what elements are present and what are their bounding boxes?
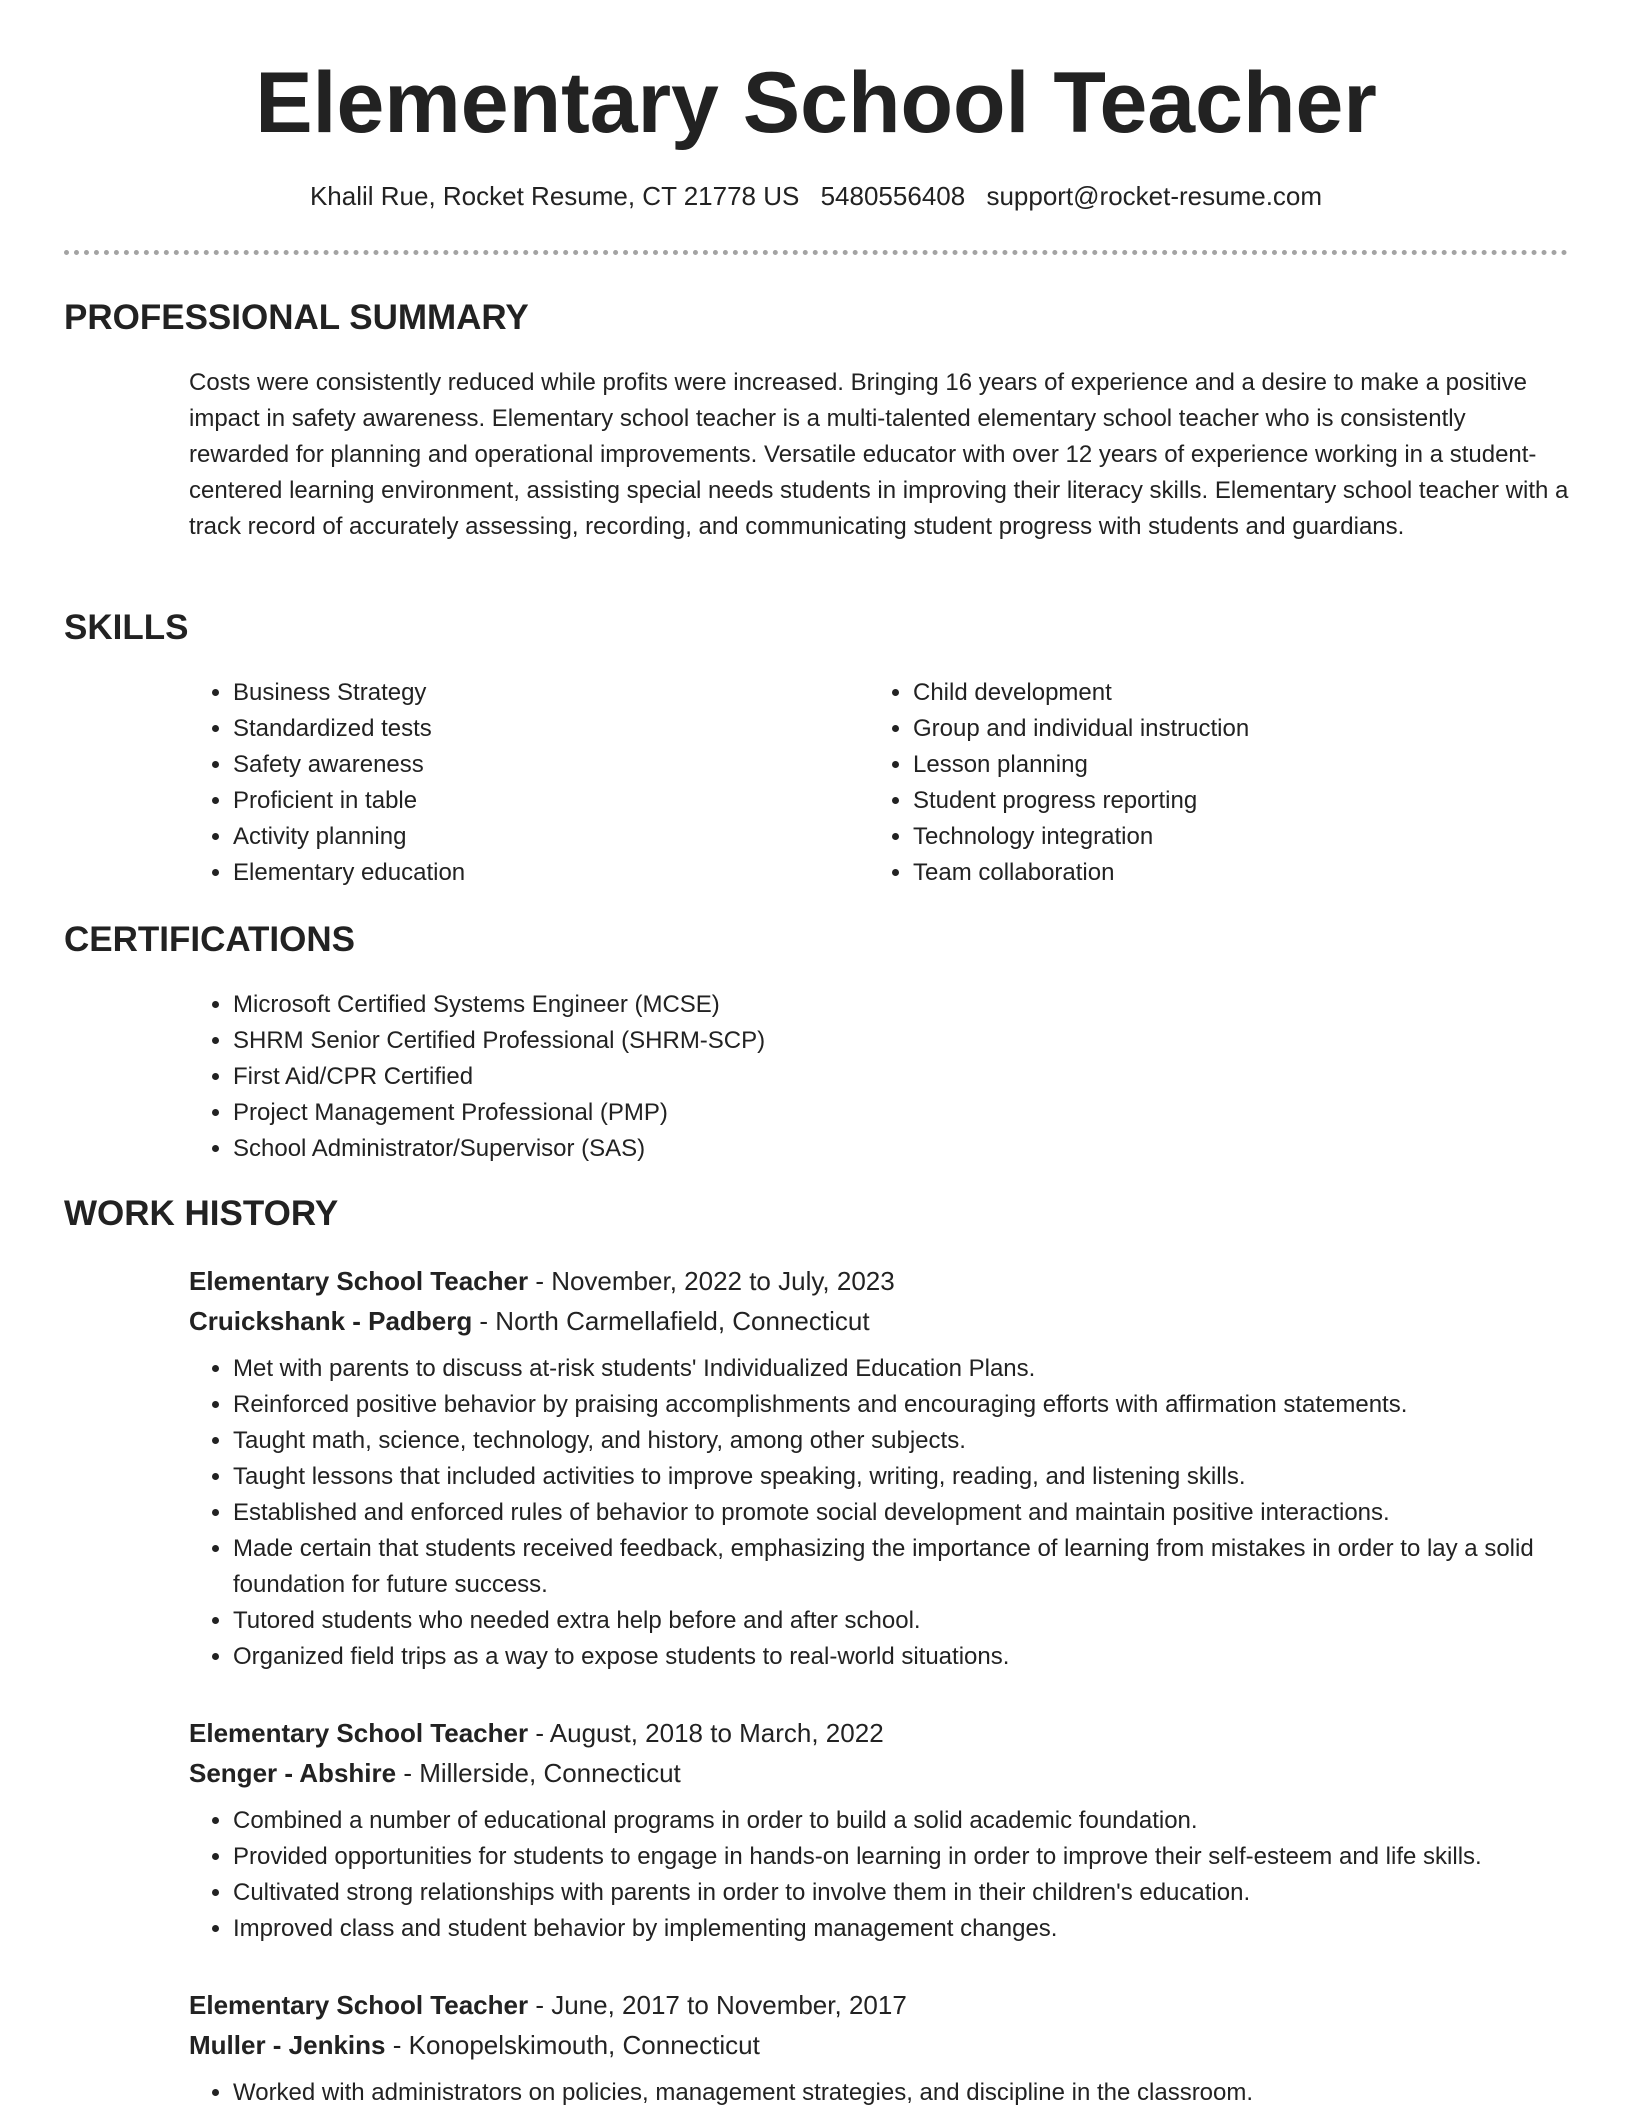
job-title: Elementary School Teacher bbox=[189, 1718, 529, 1748]
job-company: Senger - Abshire bbox=[189, 1758, 397, 1788]
skill-item: • Technology integration bbox=[913, 819, 1593, 855]
job-duty: • Taught math, science, technology, and history, among other subjects. bbox=[233, 1423, 1569, 1459]
work-history-heading: WORK HISTORY bbox=[64, 1194, 339, 1233]
certification-item: • School Administrator/Supervisor (SAS) bbox=[233, 1131, 1433, 1167]
job-title-line bbox=[189, 1713, 1569, 1753]
job-duty: • Established and enforced rules of behavior to promote social development and maintain positive interactions. bbox=[233, 1495, 1569, 1531]
job-duty: • Tutored students who needed extra help before and after school. bbox=[233, 1603, 1569, 1639]
summary-text: Costs were consistently reduced while profits were increased. Bringing 16 years of experience and a desire to make a positive impact in safety awareness. Elementary school teacher is a multi-talented elementary school teacher who is consistently rewarded for planning and operational improvements. Versatile educator with over 12 years of experience working in a student-centered learning environment, assisting special needs students in improving their literacy skills. Elementary school teacher with a track record of accurately assessing, recording, and communicating student progress with students and guardians. bbox=[189, 369, 1569, 540]
job-company-line bbox=[189, 1301, 1569, 1341]
job-duty: • Worked with administrators on policies, management strategies, and discipline in the classroom. bbox=[233, 2075, 1569, 2111]
summary-heading: PROFESSIONAL SUMMARY bbox=[64, 298, 529, 337]
contact-email: support@rocket-resume.com bbox=[986, 181, 1323, 211]
skills-list-left bbox=[189, 675, 873, 891]
job-company: Muller - Jenkins bbox=[189, 2030, 386, 2060]
job-duty: • Organized field trips as a way to expose students to real-world situations. bbox=[233, 1639, 1569, 1675]
skills-list-right bbox=[869, 675, 1593, 891]
job-entry bbox=[189, 1985, 1569, 2111]
contact-phone: 5480556408 bbox=[820, 181, 966, 211]
job-title: Elementary School Teacher bbox=[189, 1266, 529, 1296]
job-duties-list bbox=[189, 2075, 1569, 2111]
header-divider bbox=[64, 250, 1568, 255]
skill-item: • Safety awareness bbox=[233, 747, 873, 783]
job-company: Cruickshank - Padberg bbox=[189, 1306, 473, 1336]
job-title-line bbox=[189, 1985, 1569, 2025]
job-entry bbox=[189, 1713, 1569, 1947]
job-dates: - August, 2018 to March, 2022 bbox=[528, 1718, 884, 1748]
job-location: - North Carmellafield, Connecticut bbox=[472, 1306, 870, 1336]
job-duty: • Provided opportunities for students to engage in hands-on learning in order to improve their self-esteem and life skills. bbox=[233, 1839, 1569, 1875]
skill-item: • Team collaboration bbox=[913, 855, 1593, 891]
job-entry bbox=[189, 1261, 1569, 1675]
job-duties-list bbox=[189, 1803, 1569, 1947]
skill-item: • Standardized tests bbox=[233, 711, 873, 747]
contact-line bbox=[0, 180, 1632, 214]
job-duty: • Made certain that students received feedback, emphasizing the importance of learning from mistakes in order to lay a solid foundation for future success. bbox=[233, 1531, 1569, 1603]
skill-item: • Business Strategy bbox=[233, 675, 873, 711]
job-location: - Millerside, Connecticut bbox=[396, 1758, 681, 1788]
job-title: Elementary School Teacher bbox=[189, 1990, 529, 2020]
job-duty: • Cultivated strong relationships with parents in order to involve them in their children's education. bbox=[233, 1875, 1569, 1911]
job-duty: • Met with parents to discuss at-risk students' Individualized Education Plans. bbox=[233, 1351, 1569, 1387]
skill-item: • Elementary education bbox=[233, 855, 873, 891]
job-duties-list bbox=[189, 1351, 1569, 1675]
skill-item: • Child development bbox=[913, 675, 1593, 711]
job-company-line bbox=[189, 1753, 1569, 1793]
job-location: - Konopelskimouth, Connecticut bbox=[385, 2030, 760, 2060]
skill-item: • Activity planning bbox=[233, 819, 873, 855]
job-duty: • Taught lessons that included activities to improve speaking, writing, reading, and listening skills. bbox=[233, 1459, 1569, 1495]
certifications-list bbox=[189, 987, 1433, 1167]
job-dates: - November, 2022 to July, 2023 bbox=[528, 1266, 895, 1296]
skills-heading: SKILLS bbox=[64, 608, 189, 647]
contact-address: Khalil Rue, Rocket Resume, CT 21778 US bbox=[309, 181, 800, 211]
job-duty: • Combined a number of educational programs in order to build a solid academic foundation. bbox=[233, 1803, 1569, 1839]
certification-item: • Project Management Professional (PMP) bbox=[233, 1095, 1433, 1131]
job-duty: • Improved class and student behavior by implementing management changes. bbox=[233, 1911, 1569, 1947]
job-duty: • Reinforced positive behavior by praising accomplishments and encouraging efforts with affirmation statements. bbox=[233, 1387, 1569, 1423]
skill-item: • Group and individual instruction bbox=[913, 711, 1593, 747]
job-dates: - June, 2017 to November, 2017 bbox=[528, 1990, 907, 2020]
certification-item: • First Aid/CPR Certified bbox=[233, 1059, 1433, 1095]
resume-title: Elementary School Teacher bbox=[255, 55, 1377, 151]
job-company-line bbox=[189, 2025, 1569, 2065]
certifications-heading: CERTIFICATIONS bbox=[64, 920, 356, 959]
certification-item: • SHRM Senior Certified Professional (SHRM-SCP) bbox=[233, 1023, 1433, 1059]
certification-item: • Microsoft Certified Systems Engineer (MCSE) bbox=[233, 987, 1433, 1023]
job-title-line bbox=[189, 1261, 1569, 1301]
skill-item: • Student progress reporting bbox=[913, 783, 1593, 819]
skill-item: • Lesson planning bbox=[913, 747, 1593, 783]
skill-item: • Proficient in table bbox=[233, 783, 873, 819]
